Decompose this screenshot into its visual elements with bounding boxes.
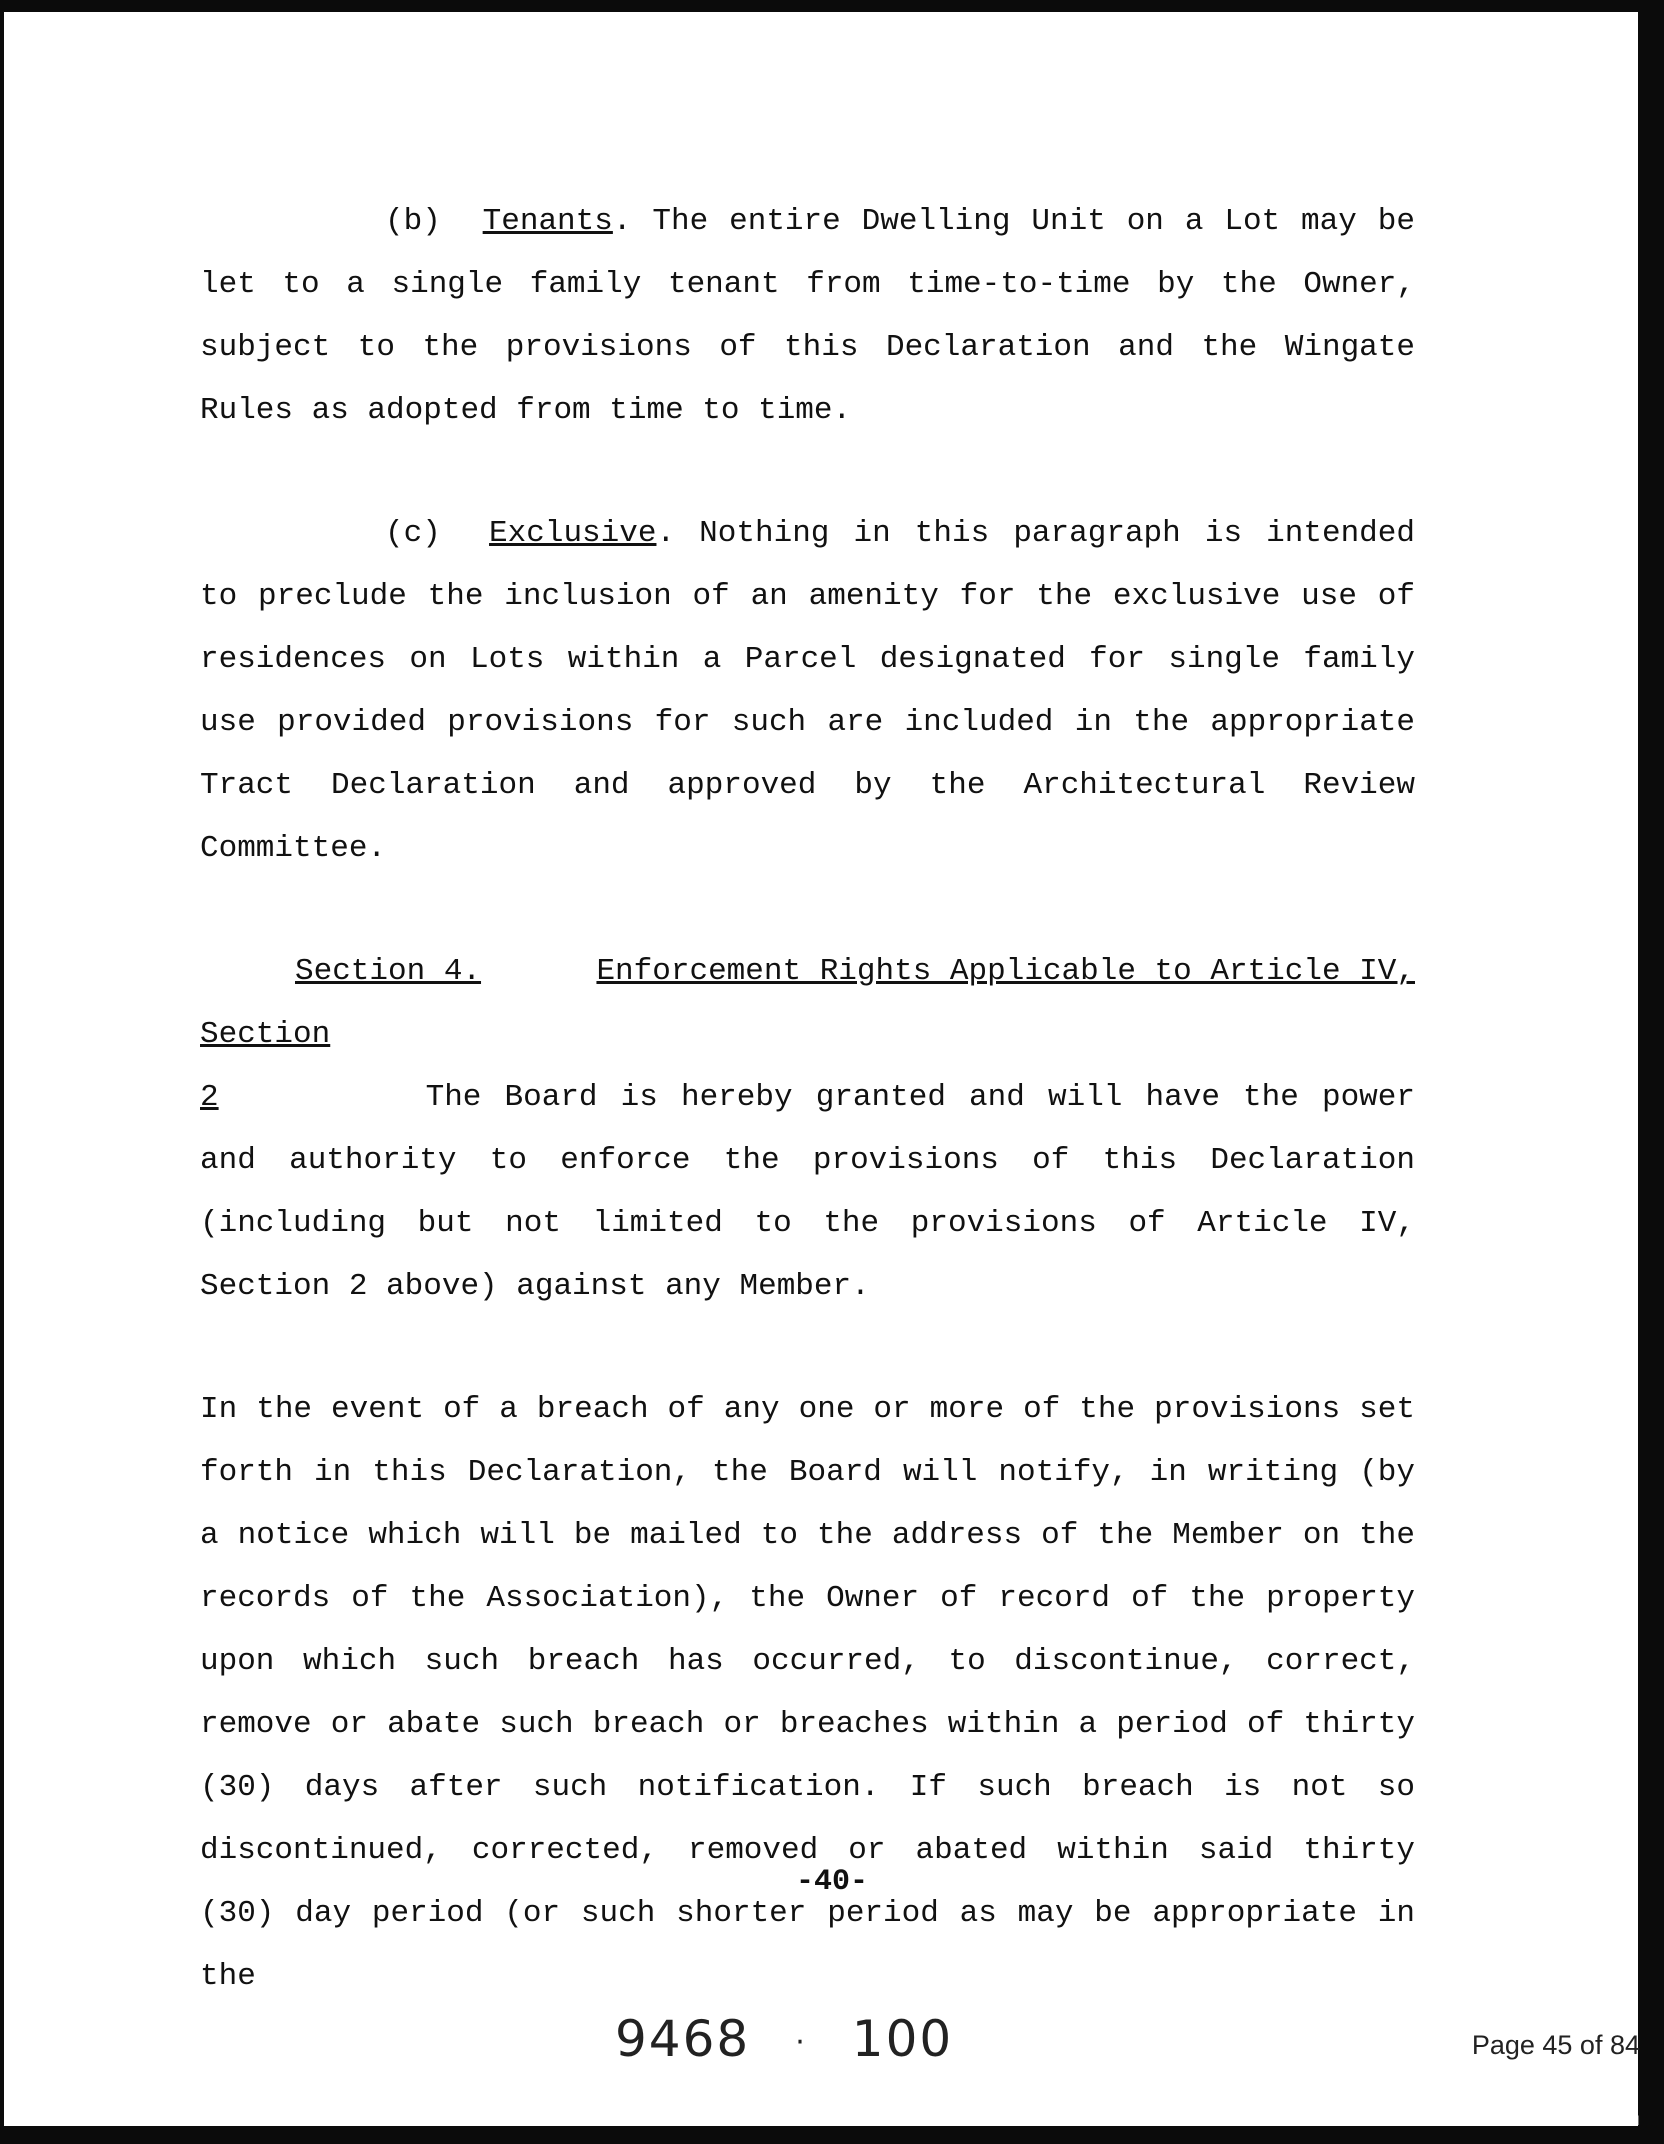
paragraph-b-title: Tenants (482, 204, 613, 239)
section-4-heading (200, 940, 1415, 1003)
paragraph-b-marker: (b) (385, 204, 441, 239)
stamp-page: 100 (851, 2010, 954, 2068)
section-4-title-cont: Section 2 (200, 1017, 331, 1115)
section-4-paragraph (200, 1003, 1415, 1318)
spacer (200, 442, 1415, 502)
paragraph-c (200, 502, 1415, 880)
page-of-indicator: Page 45 of 84 (1471, 2030, 1640, 2060)
stamp-separator: · (795, 2025, 807, 2060)
scan-border-bottom (0, 2126, 1664, 2144)
page-number: -40- (795, 1865, 868, 1899)
paragraph-b-text: . The entire Dwelling Unit on a Lot may be let to a single family tenant from time-to-time by the Owner, subject to the provisions of this Declaration and the Wingate Rules as adopted from time to time. (200, 204, 1415, 428)
print-timestamp: 09/29/2011 12:14 PM (1497, 2112, 1640, 2128)
scan-border-top (0, 0, 1664, 12)
section-4-text: The Board is hereby granted and will have the power and authority to enforce the provisions of this Declaration (including but not limited to the provisions of Article IV, Section 2 above) against any Member. (200, 1080, 1415, 1304)
document-body (200, 190, 1415, 2008)
paragraph-c-marker: (c) (385, 516, 441, 551)
section-4-title: Enforcement Rights Applicable to Article IV, (596, 954, 1415, 989)
scan-border-right (1638, 0, 1664, 2144)
paragraph-b (200, 190, 1415, 442)
recording-stamp (615, 2010, 953, 2068)
paragraph-c-title: Exclusive (489, 516, 657, 551)
scan-border-left (0, 0, 4, 2144)
stamp-book: 9468 (615, 2010, 751, 2068)
paragraph-c-text: . Nothing in this paragraph is intended to preclude the inclusion of an amenity for the exclusive use of residences on Lots within a Parcel designated for single family use provided provisions for such are included in the appropriate Tract Declaration and approved by the Architectural Review Committee. (200, 516, 1415, 866)
breach-paragraph: In the event of a breach of any one or more of the provisions set forth in this Declaration, the Board will notify, in writing (by a notice which will be mailed to the address of the Member on the records of the Association), the Owner of record of the property upon which such breach has occurred, to discontinue, correct, remove or abate such breach or breaches within a period of thirty (30) days after such notification. If such breach is not so discontinued, corrected, removed or abated within said thirty (30) day period (or such shorter period as may be appropriate in the (200, 1392, 1415, 1994)
spacer (200, 880, 1415, 940)
spacer (200, 1318, 1415, 1378)
section-4-label: Section 4. (295, 954, 482, 989)
